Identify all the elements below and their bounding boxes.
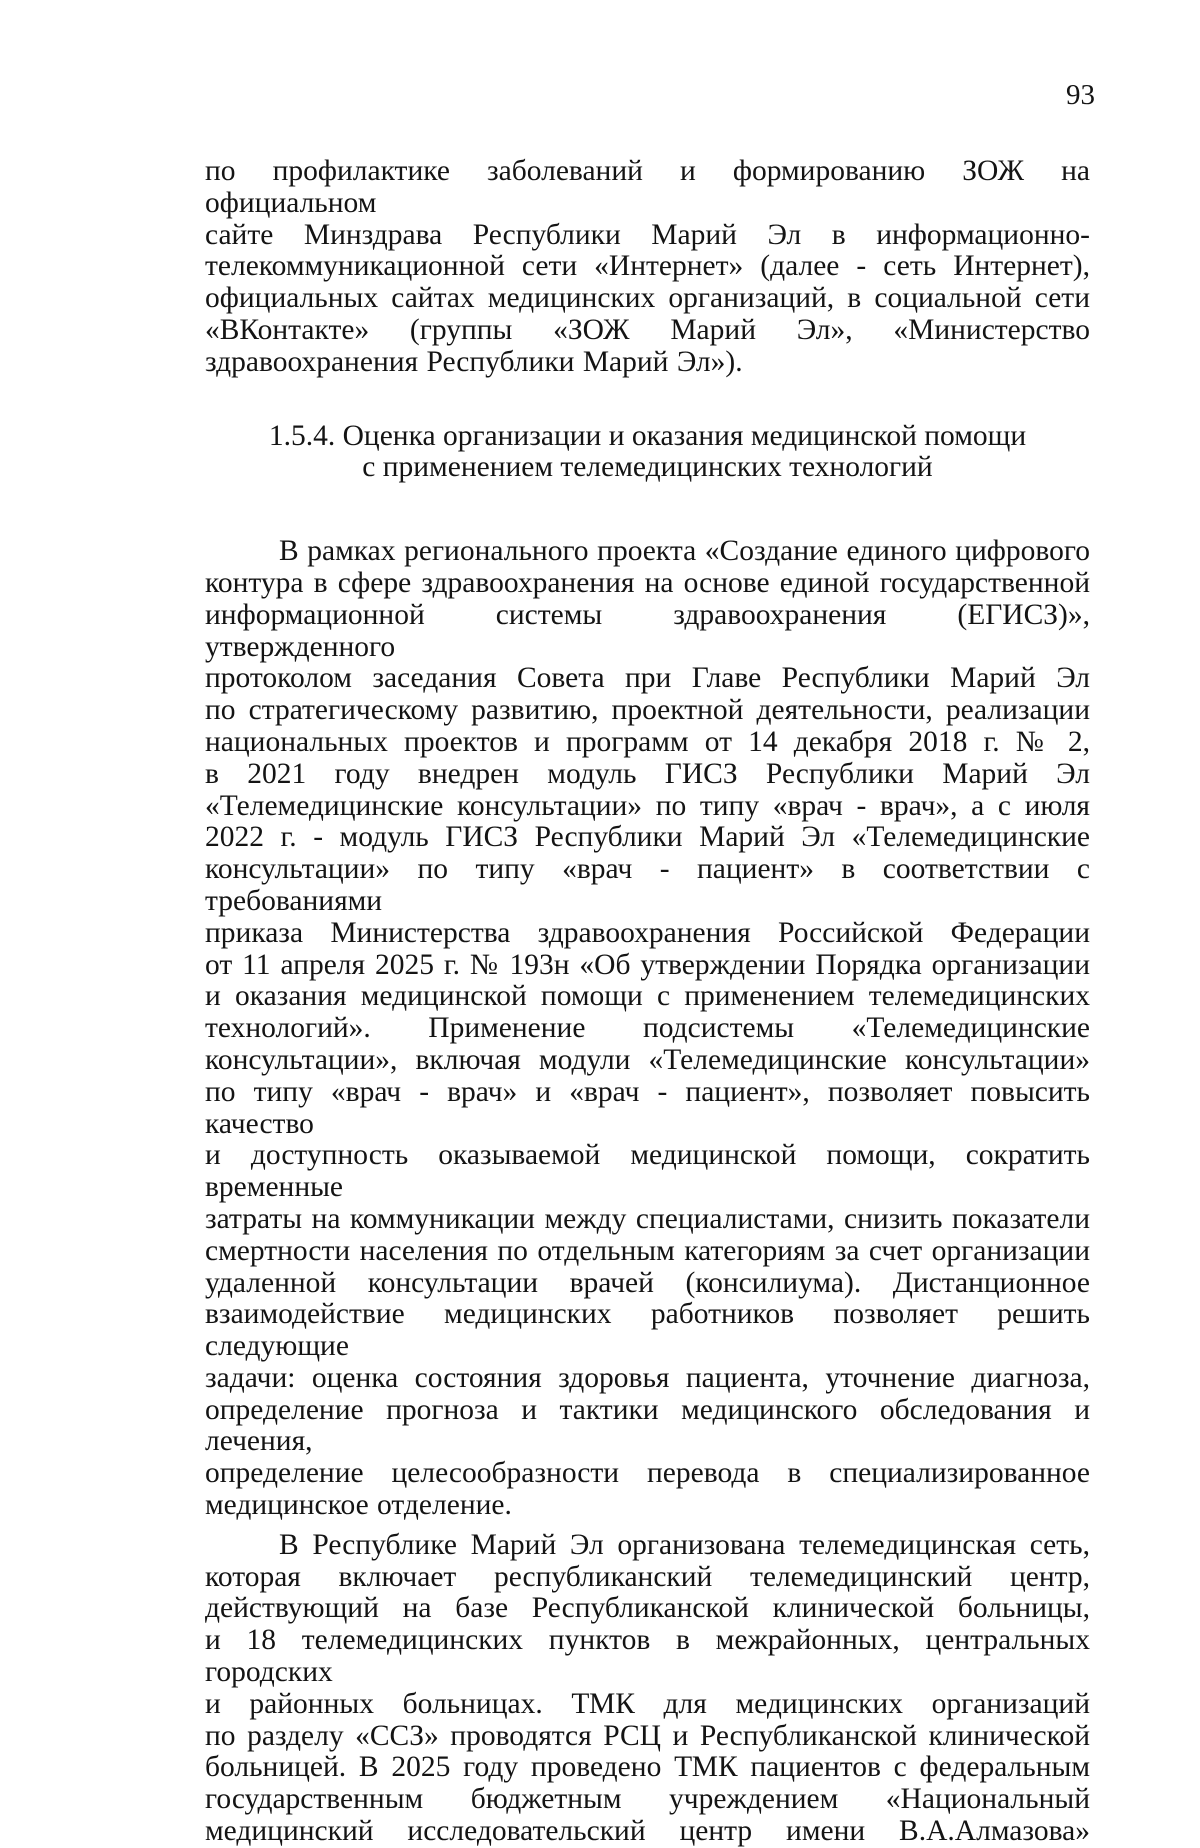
text-line: консультации», включая модули «Телемедицинские консультации»	[205, 1043, 1090, 1076]
text-line: В рамках регионального проекта «Создание единого цифрового	[279, 535, 1090, 568]
text-line: телекоммуникационной сети «Интернет» (далее - сеть Интернет),	[205, 250, 1090, 283]
text-line: приказа Министерства здравоохранения Российской Федерации	[205, 916, 1090, 949]
text-line: сайте Минздрава Республики Марий Эл в информационно-	[205, 218, 1090, 251]
text-line: и оказания медицинской помощи с применением телемедицинских	[205, 980, 1090, 1013]
heading-line: 1.5.4. Оценка организации и оказания медицинской помощи	[268, 419, 1027, 452]
text-line: «ВКонтакте» (группы «ЗОЖ Марий Эл», «Министерство	[205, 313, 1090, 346]
text-line: взаимодействие медицинских работников позволяет решить следующие	[205, 1298, 1090, 1363]
text-line: национальных проектов и программ от 14 декабря 2018 г. № 2,	[205, 725, 1090, 758]
text-line: по стратегическому развитию, проектной деятельности, реализации	[205, 694, 1090, 727]
text-line: по профилактике заболеваний и формированию ЗОЖ на официальном	[205, 155, 1090, 219]
text-line: по разделу «ССЗ» проводятся РСЦ и Республиканской клинической	[205, 1719, 1090, 1752]
text-line: технологий». Применение подсистемы «Телемедицинские	[205, 1012, 1090, 1045]
text-line: задачи: оценка состояния здоровья пациента, уточнение диагноза,	[205, 1361, 1090, 1394]
text-line: и доступность оказываемой медицинской помощи, сократить временные	[205, 1139, 1090, 1204]
text-line: консультации» по типу «врач - пациент» в соответствии с требованиями	[205, 853, 1090, 917]
text-line: 2022 г. - модуль ГИСЗ Республики Марий Эл «Телемедицинские	[205, 821, 1090, 854]
text-line: определение прогноза и тактики медицинского обследования и лечения,	[205, 1393, 1090, 1458]
text-line: по типу «врач - врач» и «врач - пациент», позволяет повысить качество	[205, 1075, 1090, 1140]
text-line: удаленной консультации врачей (консилиума). Дистанционное	[205, 1266, 1090, 1299]
text-line: информационной системы здравоохранения (ЕГИСЗ)», утвержденного	[205, 598, 1090, 663]
page-number: 93	[1066, 79, 1095, 111]
paragraph-3	[205, 1530, 1090, 1848]
text-line: государственным бюджетным учреждением «Национальный	[205, 1783, 1090, 1816]
text-line: от 11 апреля 2025 г. № 193н «Об утверждении Порядка организации	[205, 948, 1090, 981]
text-line: протоколом заседания Совета при Главе Республики Марий Эл	[205, 662, 1090, 695]
text-line: «Телемедицинские консультации» по типу «врач - врач», а с июля	[205, 789, 1090, 822]
text-line: затраты на коммуникации между специалистами, снизить показатели	[205, 1202, 1090, 1235]
text-line: медицинский исследовательский центр имени В.А.Алмазова»	[205, 1815, 1090, 1848]
section-heading	[205, 421, 1090, 485]
text-line: и районных больницах. ТМК для медицинских организаций	[205, 1687, 1090, 1720]
paragraph-2	[205, 536, 1090, 1522]
text-line: медицинское отделение.	[205, 1489, 512, 1522]
text-line: В Республике Марий Эл организована телемедицинская сеть,	[279, 1528, 1090, 1561]
text-line: действующий на базе Республиканской клинической больницы,	[205, 1592, 1090, 1625]
document-body	[205, 156, 1090, 1848]
text-line: официальных сайтах медицинских организаций, в социальной сети	[205, 282, 1090, 315]
text-line: больницей. В 2025 году проведено ТМК пациентов с федеральным	[205, 1751, 1090, 1784]
text-line: здравоохранения Республики Марий Эл»).	[205, 345, 743, 378]
text-line: и 18 телемедицинских пунктов в межрайонных, центральных городских	[205, 1624, 1090, 1689]
text-line: определение целесообразности перевода в специализированное	[205, 1457, 1090, 1490]
text-line: контура в сфере здравоохранения на основе единой государственной	[205, 566, 1090, 599]
paragraph-1	[205, 156, 1090, 379]
text-line: которая включает республиканский телемедицинский центр,	[205, 1560, 1090, 1593]
heading-line: с применением телемедицинских технологий	[362, 451, 933, 484]
text-line: смертности населения по отдельным категориям за счет организации	[205, 1234, 1090, 1267]
text-line: в 2021 году внедрен модуль ГИСЗ Республики Марий Эл	[205, 757, 1090, 790]
